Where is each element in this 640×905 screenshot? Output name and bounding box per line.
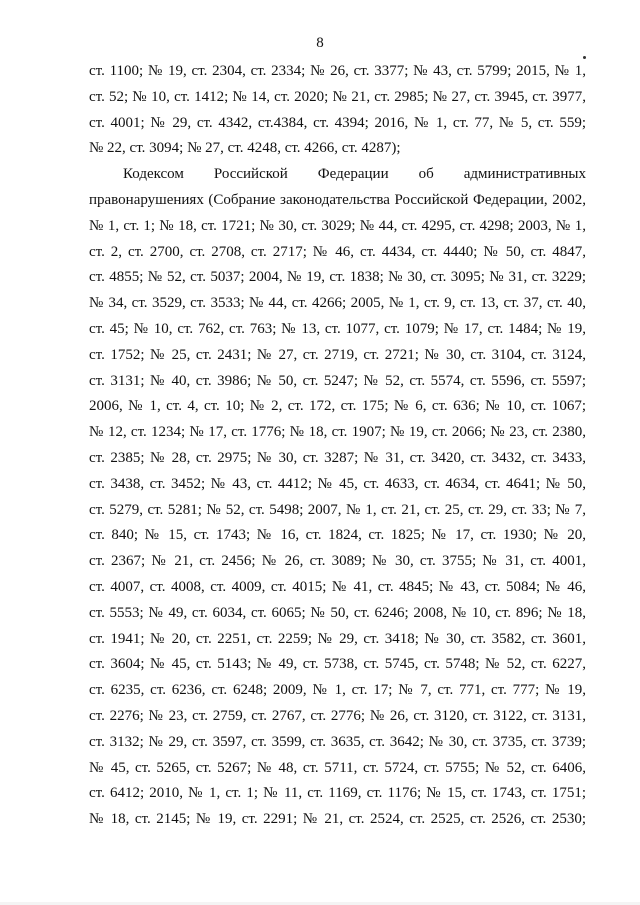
text-line: ст. 840; № 15, ст. 1743; № 16, ст. 1824, ст. 1825; № 17, ст. 1930; № 20,	[89, 527, 586, 544]
text-line-first: Кодексом Российской Федерации об административных	[123, 166, 586, 183]
text-line: 2006, № 1, ст. 4, ст. 10; № 2, ст. 172, ст. 175; № 6, ст. 636; № 10, ст. 1067;	[89, 398, 586, 415]
text-line: ст. 2, ст. 2700, ст. 2708, ст. 2717; № 46, ст. 4434, ст. 4440; № 50, ст. 4847,	[89, 243, 586, 260]
page-number: 8	[316, 35, 324, 51]
text-line: ст. 3438, ст. 3452; № 43, ст. 4412; № 45, ст. 4633, ст. 4634, ст. 4641; № 50,	[89, 475, 586, 492]
text-line: ст. 1100; № 19, ст. 2304, ст. 2334; № 26, ст. 3377; № 43, ст. 5799; 2015, № 1,	[89, 63, 586, 79]
text-line: правонарушениях (Собрание законодательства Российской Федерации, 2002,	[89, 191, 586, 208]
text-line: ст. 2276; № 23, ст. 2759, ст. 2767, ст. 2776; № 26, ст. 3120, ст. 3122, ст. 3131,	[89, 707, 586, 724]
text-line: № 22, ст. 3094; № 27, ст. 4248, ст. 4266, ст. 4287);	[89, 140, 401, 157]
text-line: ст. 45; № 10, ст. 762, ст. 763; № 13, ст. 1077, ст. 1079; № 17, ст. 1484; № 19,	[89, 320, 586, 337]
text-line: ст. 6412; 2010, № 1, ст. 1; № 11, ст. 1169, ст. 1176; № 15, ст. 1743, ст. 1751;	[89, 785, 586, 802]
document-body	[89, 59, 586, 833]
text-line: ст. 3131; № 40, ст. 3986; № 50, ст. 5247; № 52, ст. 5574, ст. 5596, ст. 5597;	[89, 372, 586, 389]
text-line: ст. 2367; № 21, ст. 2456; № 26, ст. 3089; № 30, ст. 3755; № 31, ст. 4001,	[89, 553, 586, 570]
text-line: № 12, ст. 1234; № 17, ст. 1776; № 18, ст. 1907; № 19, ст. 2066; № 23, ст. 2380,	[89, 424, 586, 441]
text-line: ст. 4007, ст. 4008, ст. 4009, ст. 4015; № 41, ст. 4845; № 43, ст. 5084; № 46,	[89, 578, 586, 595]
text-line: ст. 2385; № 28, ст. 2975; № 30, ст. 3287; № 31, ст. 3420, ст. 3432, ст. 3433,	[89, 449, 586, 466]
text-line: ст. 52; № 10, ст. 1412; № 14, ст. 2020; № 21, ст. 2985; № 27, ст. 3945, ст. 3977,	[89, 88, 586, 105]
text-line: ст. 3132; № 29, ст. 3597, ст. 3599, ст. 3635, ст. 3642; № 30, ст. 3735, ст. 3739;	[89, 733, 586, 750]
text-line: № 34, ст. 3529, ст. 3533; № 44, ст. 4266; 2005, № 1, ст. 9, ст. 13, ст. 37, ст. 40,	[89, 295, 586, 312]
text-line: ст. 6235, ст. 6236, ст. 6248; 2009, № 1, ст. 17; № 7, ст. 771, ст. 777; № 19,	[89, 682, 586, 699]
text-line: ст. 1941; № 20, ст. 2251, ст. 2259; № 29, ст. 3418; № 30, ст. 3582, ст. 3601,	[89, 630, 586, 647]
text-line: ст. 1752; № 25, ст. 2431; № 27, ст. 2719, ст. 2721; № 30, ст. 3104, ст. 3124,	[89, 346, 586, 363]
paragraph-code-of-administrative-offenses	[89, 162, 586, 833]
text-line: № 18, ст. 2145; № 19, ст. 2291; № 21, ст. 2524, ст. 2525, ст. 2526, ст. 2530;	[89, 811, 586, 828]
text-line: ст. 4001; № 29, ст. 4342, ст.4384, ст. 4394; 2016, № 1, ст. 77, № 5, ст. 559;	[89, 114, 586, 131]
text-line: № 45, ст. 5265, ст. 5267; № 48, ст. 5711, ст. 5724, ст. 5755; № 52, ст. 6406,	[89, 759, 586, 776]
text-line: ст. 4855; № 52, ст. 5037; 2004, № 19, ст. 1838; № 30, ст. 3095; № 31, ст. 3229;	[89, 269, 586, 286]
text-line: ст. 5279, ст. 5281; № 52, ст. 5498; 2007, № 1, ст. 21, ст. 25, ст. 29, ст. 33; № 7,	[89, 501, 586, 518]
text-line: ст. 5553; № 49, ст. 6034, ст. 6065; № 50, ст. 6246; 2008, № 10, ст. 896; № 18,	[89, 604, 586, 621]
text-line: № 1, ст. 1; № 18, ст. 1721; № 30, ст. 3029; № 44, ст. 4295, ст. 4298; 2003, № 1,	[89, 217, 586, 234]
text-line: ст. 3604; № 45, ст. 5143; № 49, ст. 5738, ст. 5745, ст. 5748; № 52, ст. 6227,	[89, 656, 586, 673]
paragraph-continuation	[89, 59, 586, 162]
